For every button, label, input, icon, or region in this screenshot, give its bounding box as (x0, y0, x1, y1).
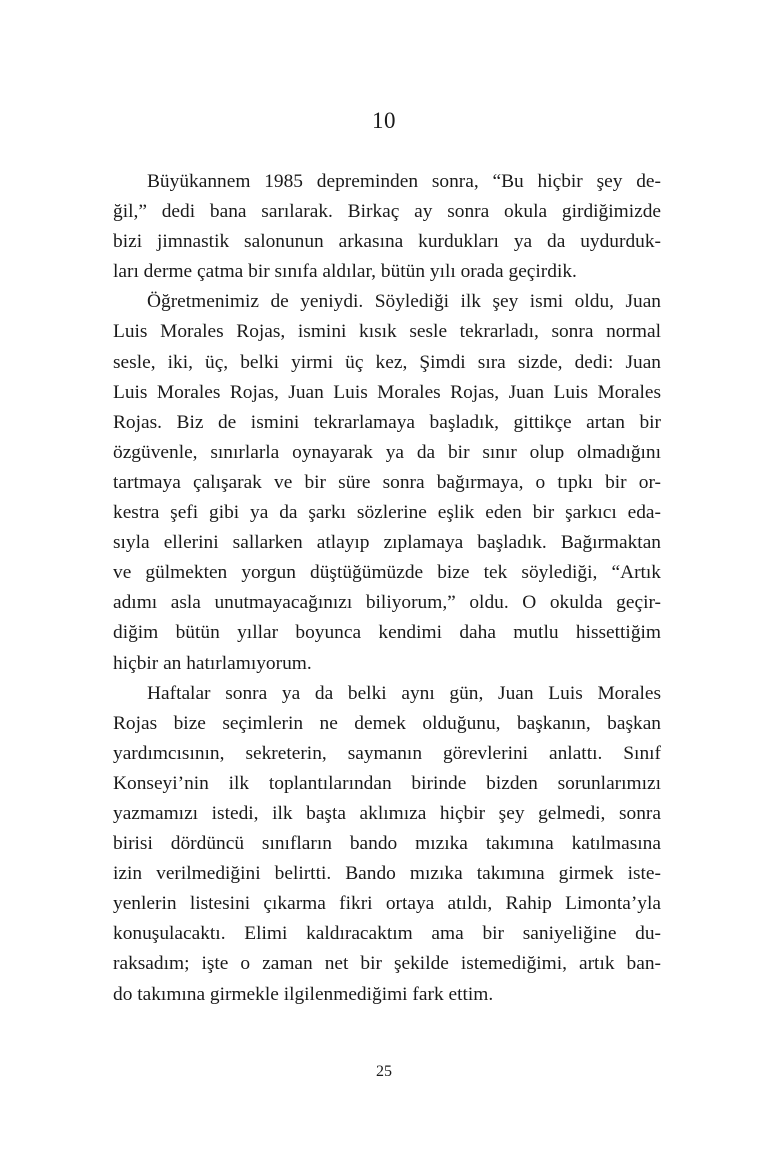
text-line: Konseyi’nin ilk toplantılarından birinde bizden sorunlarımızı (113, 772, 661, 794)
text-line: Luis Morales Rojas, Juan Luis Morales Rojas, Juan Luis Morales (113, 381, 661, 403)
text-line: raksadım; işte o zaman net bir şekilde istemediğimi, artık ban- (113, 953, 661, 975)
text-line: diğim bütün yıllar boyunca kendimi daha mutlu hissettiğim (113, 622, 661, 644)
text-line: Rojas. Biz de ismini tekrarlamaya başladık, gittikçe artan bir (113, 411, 661, 433)
chapter-number: 10 (372, 108, 396, 133)
text-line: sıyla ellerini sallarken atlayıp zıplamaya başladık. Bağırmaktan (113, 532, 661, 554)
paragraph (113, 679, 661, 1010)
text-line: kestra şefi gibi ya da şarkı sözlerine eşlik eden bir şarkıcı eda- (113, 502, 661, 524)
text-line: yazmamızı istedi, ilk başta aklımıza hiçbir şey gelmedi, sonra (113, 802, 661, 824)
text-line: ğil,” dedi bana sarılarak. Birkaç ay sonra okula girdiğimizde (113, 201, 661, 223)
text-line: yenlerin listesini çıkarma fikri ortaya atıldı, Rahip Limonta’yla (113, 893, 661, 915)
text-line: bizi jimnastik salonunun arkasına kurdukları ya da uydurduk- (113, 231, 661, 253)
text-line: sesle, iki, üç, belki yirmi üç kez, Şimdi sıra sizde, dedi: Juan (113, 351, 661, 373)
text-line: izin verilmediğini belirtti. Bando mızıka takımına girmek iste- (113, 863, 661, 885)
text-line: yardımcısının, sekreterin, saymanın görevlerini anlattı. Sınıf (113, 742, 661, 764)
text-line: Büyükannem 1985 depreminden sonra, “Bu hiçbir şey de- (147, 171, 661, 192)
text-line: özgüvenle, sınırlarla oynayarak ya da bir sınır olup olmadığını (113, 441, 661, 463)
text-line: do takımına girmekle ilgilenmediğimi fark ettim. (113, 983, 494, 1005)
text-line: Rojas bize seçimlerin ne demek olduğunu, başkanın, başkan (113, 712, 661, 734)
text-line: Haftalar sonra ya da belki aynı gün, Juan Luis Morales (147, 682, 661, 704)
paragraph (113, 287, 661, 678)
text-line: Öğretmenimiz de yeniydi. Söylediği ilk şey ismi oldu, Juan (147, 291, 661, 313)
text-line: ve gülmekten yorgun düştüğümüzde bize tek söylediği, “Artık (113, 562, 661, 584)
paragraph (113, 167, 661, 287)
text-line: birisi dördüncü sınıfların bando mızıka takımına katılmasına (113, 833, 661, 855)
text-line: adımı asla unutmayacağınızı biliyorum,” oldu. O okulda geçir- (113, 592, 661, 614)
text-line: tartmaya çalışarak ve bir süre sonra bağırmaya, o tıpkı bir or- (113, 471, 661, 493)
page-body (113, 167, 661, 1010)
text-line: Luis Morales Rojas, ismini kısık sesle tekrarladı, sonra normal (113, 321, 661, 343)
text-line: hiçbir an hatırlamıyorum. (113, 652, 312, 674)
text-line: ları derme çatma bir sınıfa aldılar, bütün yılı orada geçirdik. (113, 261, 577, 283)
page-number: 25 (376, 1063, 392, 1080)
text-line: konuşulacaktı. Elimi kaldıracaktım ama bir saniyeliğine du- (113, 923, 661, 945)
